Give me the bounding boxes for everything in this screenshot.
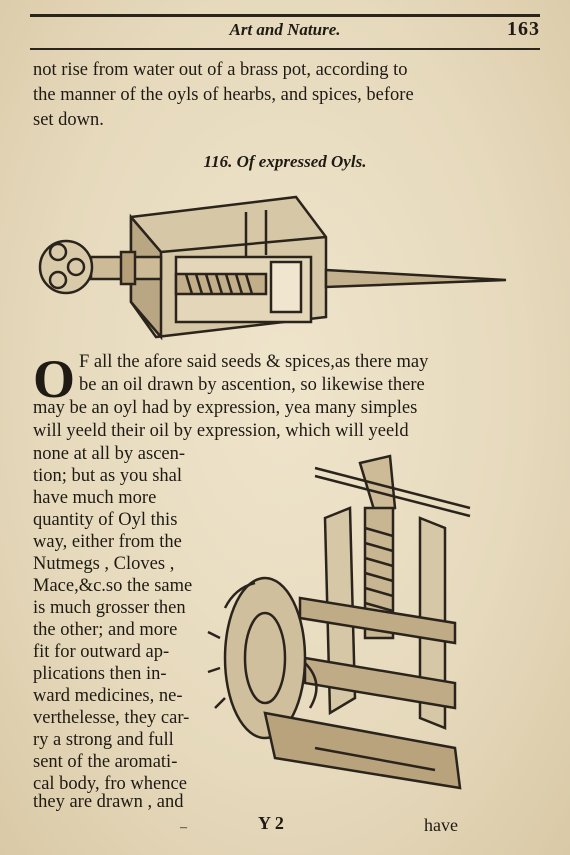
text-line: ry a strong and full <box>33 730 174 750</box>
text-line: may be an oyl had by expression, yea many simples <box>33 398 418 418</box>
text-line: Mace,&c.so the same <box>33 576 193 596</box>
page-number: 163 <box>507 18 540 40</box>
text-line: plications then in- <box>33 664 167 684</box>
text-line: F all the afore said seeds & spices,as there may <box>79 352 429 372</box>
signature-mark: Y 2 <box>258 813 284 833</box>
text-line: they are drawn , and <box>33 792 184 812</box>
text-line: tion; but as you shal <box>33 466 183 486</box>
text-line: will yeeld their oil by expression, which will yeeld <box>33 421 409 441</box>
running-head <box>30 14 540 48</box>
running-title: Art and Nature. <box>229 20 341 39</box>
top-rule <box>30 14 540 17</box>
text-line: sent of the aromati- <box>33 752 178 772</box>
text-line: way, either from the <box>33 532 182 552</box>
text-line: verthelesse, they car- <box>33 708 190 728</box>
text-line: ward medicines, ne- <box>33 686 183 706</box>
upright-press-illustration <box>205 448 475 808</box>
text-line: is much grosser then <box>33 598 186 618</box>
text-line: quantity of Oyl this <box>33 510 178 530</box>
screw-press-illustration <box>36 192 536 342</box>
text-line: Nutmegs , Cloves , <box>33 554 175 574</box>
drop-cap: O <box>33 349 76 409</box>
text-line: none at all by ascen- <box>33 444 186 464</box>
section-heading: 116. Of expressed Oyls. <box>203 152 367 171</box>
text-line: not rise from water out of a brass pot, according to <box>33 60 408 80</box>
footer-mark: – <box>180 820 187 835</box>
text-line: the other; and more <box>33 620 178 640</box>
text-line: cal body, fro whence <box>33 774 187 794</box>
text-line: have much more <box>33 488 157 508</box>
catchword: have <box>424 815 458 835</box>
text-line: the manner of the oyls of hearbs, and spices, before <box>33 85 414 105</box>
bottom-rule <box>30 48 540 50</box>
text-line: fit for outward ap- <box>33 642 170 662</box>
text-line: be an oil drawn by ascention, so likewise there <box>79 375 425 395</box>
text-line: set down. <box>33 110 104 130</box>
